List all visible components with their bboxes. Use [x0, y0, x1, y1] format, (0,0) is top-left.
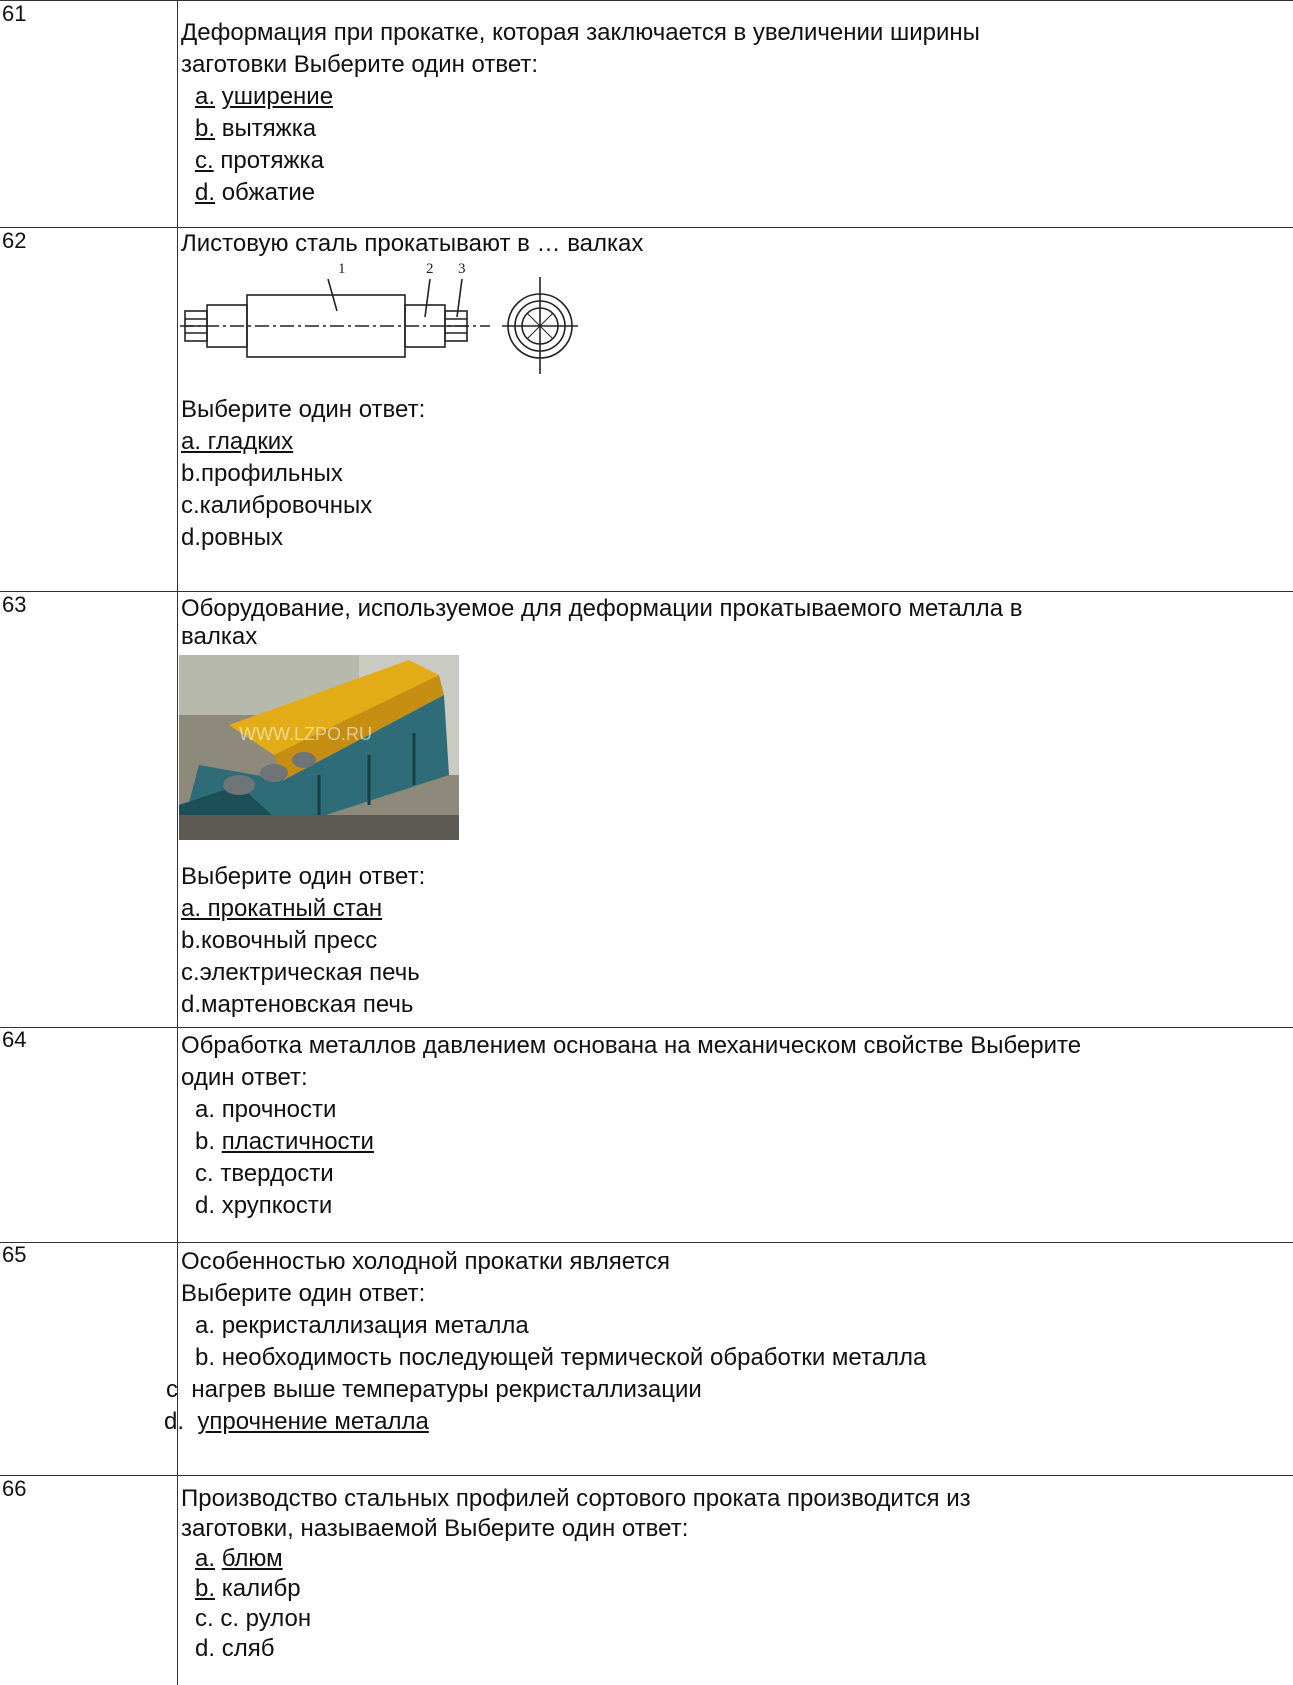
option-text: вытяжка: [221, 115, 317, 142]
answer-option: d.мартеновская печь: [181, 991, 414, 1018]
figure-label: 2: [426, 261, 434, 277]
answer-option: [181, 1634, 1289, 1664]
answer-option: d. упрочнение металла: [164, 1408, 429, 1435]
question-text: Обработка металлов давлением основана на механическом свойстве Выберите: [181, 1032, 1082, 1059]
option-letter: c.: [195, 1160, 214, 1187]
row-divider: [0, 0, 1293, 1]
figure-label: 1: [338, 261, 346, 277]
answer-option: а. прокатный стан: [181, 895, 383, 922]
option-letter: c: [166, 1376, 178, 1403]
question-62: [181, 228, 1289, 260]
question-66: [181, 1484, 1289, 1664]
answer-option: а. гладких: [181, 428, 294, 455]
answer-option: [181, 1310, 1289, 1342]
option-letter: c.: [195, 1605, 214, 1632]
option-letter: b.: [195, 1575, 216, 1602]
answer-option: b.профильных: [181, 460, 343, 487]
option-letter: d: [164, 1408, 178, 1435]
answer-prompt: Выберите один ответ:: [181, 396, 426, 423]
answer-option: [181, 1158, 1289, 1190]
option-text: рекристаллизация металла: [221, 1312, 529, 1339]
answer-option: [181, 113, 1289, 145]
question-text: валках: [181, 623, 258, 650]
option-text: уширение: [221, 83, 334, 110]
question-number: 66: [2, 1476, 27, 1501]
question-text: заготовки Выберите один ответ:: [181, 51, 539, 78]
question-number: 65: [2, 1242, 27, 1267]
option-text: пластичности: [221, 1128, 374, 1155]
question-text: Особенностью холодной прокатки является: [181, 1248, 671, 1275]
answer-option: [181, 1126, 1289, 1158]
answer-option: [181, 1342, 1289, 1374]
question-65: [181, 1246, 1289, 1374]
answer-option: [181, 1604, 1289, 1634]
option-text: нагрев выше температуры рекристаллизации: [191, 1376, 702, 1403]
option-text: протяжка: [220, 147, 324, 174]
answer-prompt: Выберите один ответ:: [181, 863, 426, 890]
figure-label: 3: [458, 261, 466, 277]
question-text: Деформация при прокатке, которая заключается в увеличении ширины: [181, 19, 980, 46]
roll-drawing: [180, 259, 600, 374]
question-61: [181, 17, 1289, 209]
row-divider: [0, 591, 1293, 592]
answer-option: b.ковочный пресс: [181, 927, 378, 954]
rolling-mill-photo: [179, 655, 459, 840]
answer-option: c.калибровочных: [181, 492, 373, 519]
question-number: 64: [2, 1027, 27, 1052]
option-letter: d.: [195, 179, 216, 206]
answer-option: d.ровных: [181, 524, 283, 551]
option-letter: d.: [195, 1192, 216, 1219]
option-text: обжатие: [221, 179, 316, 206]
answer-option: [166, 1374, 702, 1406]
option-letter: b.: [195, 1344, 216, 1371]
question-63: [181, 594, 1289, 650]
option-text: сляб: [221, 1635, 275, 1662]
row-divider: [0, 1475, 1293, 1476]
option-letter: c.: [195, 147, 214, 174]
option-letter: d.: [195, 1635, 216, 1662]
option-text: необходимость последующей термической обработки металла: [221, 1344, 927, 1371]
question-number: 63: [2, 592, 27, 617]
answer-option: [181, 81, 1289, 113]
question-text: Оборудование, используемое для деформации прокатываемого металла в: [181, 595, 1023, 622]
question-number: 62: [2, 228, 27, 253]
photo-watermark: WWW.LZPO.RU: [239, 724, 372, 744]
option-letter: a.: [195, 83, 216, 110]
question-text: Листовую сталь прокатывают в … валках: [181, 230, 644, 257]
answer-option: [181, 1574, 1289, 1604]
question-64: [181, 1030, 1289, 1222]
option-letter: a.: [195, 1096, 216, 1123]
option-text: блюм: [221, 1545, 283, 1572]
answer-option: [181, 1094, 1289, 1126]
question-62-answers: [181, 394, 1289, 554]
option-text: твердости: [220, 1160, 334, 1187]
option-text: хрупкости: [221, 1192, 333, 1219]
question-text: один ответ:: [181, 1064, 308, 1091]
option-letter: b.: [195, 1128, 216, 1155]
row-divider: [0, 1242, 1293, 1243]
answer-option: [181, 145, 1289, 177]
option-text: с. рулон: [220, 1605, 312, 1632]
answer-option: [181, 177, 1289, 209]
option-letter: a.: [195, 1312, 216, 1339]
question-63-answers: [181, 861, 1289, 1021]
option-text: калибр: [221, 1575, 301, 1602]
question-text: заготовки, называемой Выберите один ответ:: [181, 1515, 689, 1542]
answer-option: [181, 1190, 1289, 1222]
option-letter: b.: [195, 115, 216, 142]
option-letter: a.: [195, 1545, 216, 1572]
answer-option: c.электрическая печь: [181, 959, 420, 986]
question-number: 61: [2, 1, 27, 26]
answer-option: [181, 1544, 1289, 1574]
option-text: упрочнение металла: [197, 1408, 429, 1435]
question-text: Производство стальных профилей сортового проката производится из: [181, 1485, 971, 1512]
row-divider: [0, 1027, 1293, 1028]
option-text: прочности: [221, 1096, 337, 1123]
question-text: Выберите один ответ:: [181, 1280, 426, 1307]
